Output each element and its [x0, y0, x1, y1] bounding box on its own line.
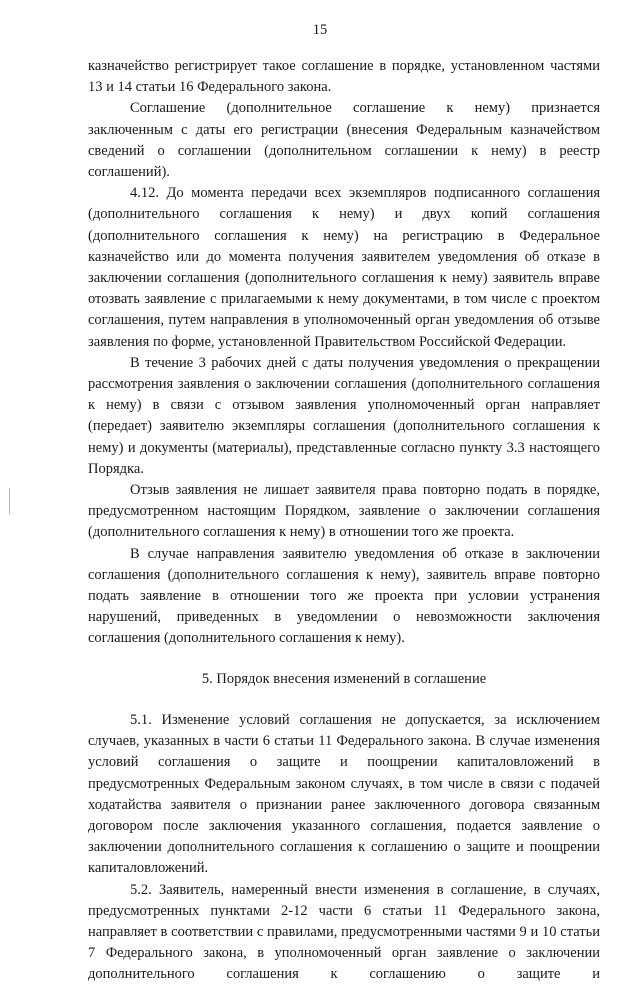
paragraph-withdrawal-right: Отзыв заявления не лишает заявителя права повторно подать в порядке, предусмотренном настоящим Порядком, заявление о заключении соглашения (дополнительного соглашения к нему) в отношении того же проекта. — [88, 482, 600, 541]
scan-margin-mark — [9, 488, 10, 514]
page-number: 15 — [312, 22, 328, 38]
document-body — [88, 56, 600, 986]
paragraph-agreement-registration: Соглашение (дополнительное соглашение к нему) признается заключенным с даты его регистрации (внесения Федеральным казначейством сведений о соглашении (дополнительном соглашении к нему) в реестр соглашений). — [88, 100, 600, 181]
paragraph-return-documents: В течение 3 рабочих дней с даты получения уведомления о прекращении рассмотрения заявления о заключении соглашения (дополнительного соглашения к нему) в связи с отзывом заявления уполномоченный орган направляет (передает) заявителю экземпляры соглашения (дополнительного соглашения к нему) и документы (материалы), представленные согласно пункту 3.3 настоящего Порядка. — [88, 354, 600, 477]
paragraph-5-1: 5.1. Изменение условий соглашения не допускается, за исключением случаев, указанных в части 6 статьи 11 Федерального закона. В случае изменения условий соглашения о защите и поощрении капиталовложений в предусмотренных Федеральным законом случаях, в том числе в связи с подачей ходатайства заявителя о признании ранее заключенного договора связанным договором после заключения указанного соглашения, подается заявление о заключении дополнительного соглашения к соглашению о защите и поощрении капиталовложений. — [88, 711, 600, 877]
paragraph-continuation: казначейство регистрирует такое соглашение в порядке, установленном частями 13 и 14 статьи 16 Федерального закона. — [88, 58, 600, 96]
paragraph-4-12: 4.12. До момента передачи всех экземпляров подписанного соглашения (дополнительного соглашения к нему) и двух копий соглашения (дополнительного соглашения к нему) на регистрацию в Федеральное казначейство или до момента получения заявителем уведомления об отказе в заключении соглашения (дополнительного соглашения к нему) заявитель вправе отозвать заявление с прилагаемыми к нему документами, в том числе с проектом соглашения, путем направления в уполномоченный орган уведомления об отзыве заявления по форме, установленной Правительством Российской Федерации. — [88, 185, 600, 350]
section-heading: 5. Порядок внесения изменений в соглашение — [201, 670, 487, 687]
paragraph-refusal-resubmit: В случае направления заявителю уведомления об отказе в заключении соглашения (дополнительного соглашения к нему), заявитель вправе повторно подать заявление в отношении того же проекта при условии устранения нарушений, приведенных в уведомлении о невозможности заключения соглашения (дополнительного соглашения к нему). — [88, 545, 600, 647]
paragraph-5-2: 5.2. Заявитель, намеренный внести изменения в соглашение, в случаях, предусмотренных пунктами 2-12 части 6 статьи 11 Федерального закона, направляет в соответствии с правилами, предусмотренными частями 9 и 10 статьи 7 Федерального закона, в уполномоченный орган заявление о заключении дополнительного соглашения к соглашению о защите и — [88, 881, 600, 983]
